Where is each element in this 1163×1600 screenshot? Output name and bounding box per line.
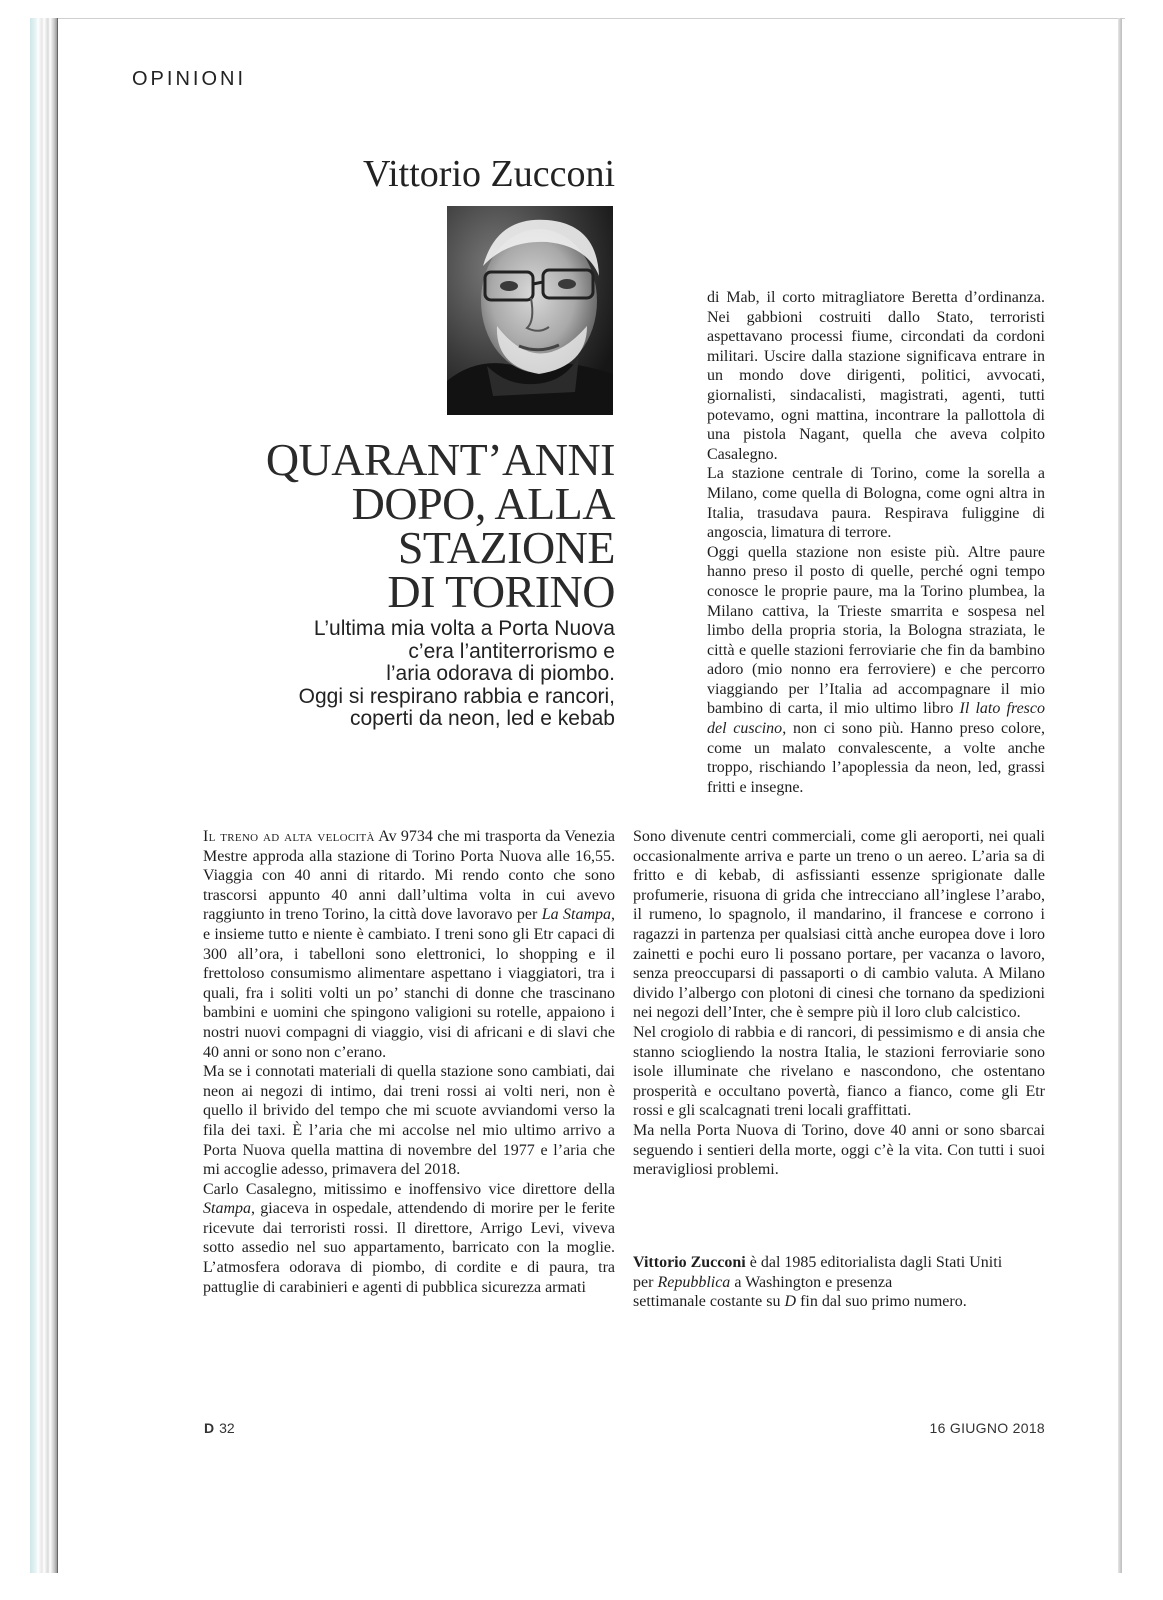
- author-name: Vittorio Zucconi: [362, 153, 615, 195]
- article-deck: [250, 618, 615, 731]
- bio-author-name: Vittorio Zucconi: [633, 1254, 746, 1271]
- book-title: Il lato fresco del cuscino: [707, 700, 1046, 738]
- deck-line: coperti da neon, led e kebab: [349, 707, 615, 730]
- body-text: , giaceva in ospedale, attendendo di morire per le ferite ricevute dai terroristi rossi. Il direttore, Arrigo Levi, viveva sotto assedio nel suo appartamento, barricato con la moglie. L’atmosfera odorava di piombo, di cordite e di paura, tra pattuglie di carabinieri e agenti di pubblica sicurezza armati: [203, 1200, 615, 1296]
- publication-name: Stampa: [203, 1200, 251, 1218]
- body-column-right-bottom: [633, 827, 1045, 1180]
- deck-line: l’aria odorava di piombo.: [386, 662, 615, 685]
- body-text: Carlo Casalegno, mitissimo e inoffensivo vice direttore della: [203, 1180, 615, 1198]
- body-column-left: [203, 827, 615, 1297]
- portrait-photo-icon: [447, 206, 613, 415]
- magazine-logo: D: [204, 1420, 215, 1436]
- bio-text: a Washington e presenza: [730, 1273, 893, 1291]
- page-right-edge: [1118, 18, 1122, 1573]
- bio-text: settimanale costante su: [633, 1293, 785, 1311]
- body-column-right-top: [707, 288, 1045, 797]
- body-text: , non ci sono più. Hanno preso colore, come un malato convalescente, a volte anche troppo, rischiando l’apoplessia da neon, led, grassi fritti e insegne.: [707, 720, 1045, 796]
- deck-line: c’era l’antiterrorismo e: [408, 639, 615, 663]
- body-paragraph: Sono divenute centri commerciali, come gli aeroporti, nei quali occasionalmente arriva e parte un treno o un aereo. L’aria sa di fritto e di kebab, di asfissianti essenze sprigionate dalle profumerie, risuona di grida che intrecciano all’inglese l’arabo, il rumeno, lo spagnolo, il mandarino, il francese e corrono i ragazzi in partenza per qualsiasi città anche europea dove i loro zainetti e pochi euro li possano portare, per vacanza o lavoro, senza preoccuparsi di passaporti o di cambio valuta. A Milano divido l’albergo con plotoni di cinesi che tornano da spedizioni nei negozi dell’Inter, che è sempre più il loro club calcistico.: [633, 828, 1045, 1022]
- headline-line: QUARANT’ANNI: [265, 434, 615, 485]
- lead-in: Il treno ad alta velocità: [203, 828, 375, 845]
- body-paragraph: Ma nella Porta Nuova di Torino, dove 40 anni or sono sbarcai seguendo i sentieri della morte, oggi c’è la vita. Con tutti i suoi meravigliosi problemi.: [633, 1121, 1045, 1179]
- bio-text: per: [633, 1273, 658, 1291]
- body-paragraph: di Mab, il corto mitragliatore Beretta d’ordinanza. Nei gabbioni costruiti dallo Stato, terroristi aspettavano processi fiume, circondati da cordoni militari. Uscire dalla stazione significava entrare in un mondo dove dirigenti, politici, avvocati, giornalisti, sindacalisti, magistrati, agenti, tutti potevamo, ogni mattina, incontrare la pallottola di una pistola Nagant, quella che aveva colpito Casalegno.: [707, 289, 1045, 463]
- body-text: Oggi quella stazione non esiste più. Altre paure hanno preso il posto di quelle, perché ogni tempo conosce le proprie paure, ma la Torino plumbea, la Milano cattiva, la Trieste smarrita e sospesa nel limbo della propria storia, la Bologna straziata, le città e quelle stazioni ferroviarie che fin da bambino adoro (mio nonno era ferroviere) e che percorro viaggiando per l’Italia ad accompagnare il mio bambino di carta, il mio ultimo libro: [707, 543, 1045, 718]
- bio-line: [633, 1253, 1045, 1273]
- body-paragraph: [707, 543, 1045, 798]
- article-headline: [250, 434, 615, 617]
- deck-line: Oggi si respirano rabbia e rancori,: [298, 684, 615, 708]
- author-bio: [633, 1253, 1045, 1312]
- bio-line: [633, 1273, 1045, 1293]
- publication-name: D: [784, 1293, 797, 1311]
- bio-text: fin dal suo primo numero.: [796, 1293, 967, 1311]
- publication-name: Repubblica: [657, 1273, 731, 1291]
- body-paragraph: La stazione centrale di Torino, come la sorella a Milano, come quella di Bologna, come ogni altra in Italia, trasudava paura. Respirava fuliggine di angoscia, limatura di terrore.: [707, 465, 1045, 542]
- author-portrait: [447, 206, 613, 415]
- bio-text: è dal 1985 editorialista dagli Stati Uniti: [745, 1254, 1003, 1271]
- page-folio: [204, 1420, 235, 1436]
- body-paragraph: Nel crogiolo di rabbia e di rancori, di pessimismo e di ansia che stanno sciogliendo la nostra Italia, le stazioni ferroviarie sono isole illuminate che rivelano e nascondono, che ostentano prosperità e occultano povertà, fianco a fianco, come gli Etr rossi e gli scalcagnati treni locali graffittati.: [633, 1023, 1045, 1120]
- headline-line: DI TORINO: [387, 566, 615, 617]
- magazine-page-stack-edge: [30, 18, 58, 1573]
- publication-name: La Stampa: [541, 906, 612, 924]
- headline-line: STAZIONE: [397, 522, 615, 573]
- body-paragraph: Ma se i connotati materiali di quella stazione sono cambiati, dai neon ai negozi di intimo, dai treni rossi ai volti neri, non è quello il brivido del tempo che mi scuote avviandomi verso la fila dei taxi. È l’aria che mi accolse nel mio ultimo arrivo a Porta Nuova quella mattina di novembre del 1977 e l’aria che mi accoglie adesso, primavera del 2018.: [203, 1063, 615, 1179]
- deck-line: L’ultima mia volta a Porta Nuova: [313, 617, 615, 640]
- body-paragraph: [203, 1180, 615, 1298]
- page-number: 32: [219, 1420, 235, 1436]
- headline-line: DOPO, ALLA: [351, 478, 615, 529]
- bio-line: [633, 1292, 1045, 1312]
- issue-date: 16 GIUGNO 2018: [929, 1420, 1045, 1436]
- body-text: Av 9734 che mi trasporta da Venezia Mestre approda alla stazione di Torino Porta Nuova alle 16,55. Viaggia con 40 anni di ritardo. Mi rendo conto che sono trascorsi appunto 40 anni dall’ultima volta in cui avevo raggiunto in treno Torino, la città dove lavoravo per: [203, 828, 616, 924]
- body-paragraph: [203, 827, 615, 1062]
- body-text: , e insieme tutto e niente è cambiato. I treni sono gli Etr capaci di 300 all’ora, i tabelloni sono elettronici, lo shopping e il frettoloso consumismo alimentare aspettano i viaggiatori, tra i quali, fra i soliti volti un po’ stanchi di donne che trascinano bambini e uomini che spingono valigioni su rotelle, appaiono i nostri nuovi compagni di viaggio, visi di africani e di slavi che 40 anni or sono non c’erano.: [203, 906, 616, 1061]
- section-label: OPINIONI: [132, 68, 247, 90]
